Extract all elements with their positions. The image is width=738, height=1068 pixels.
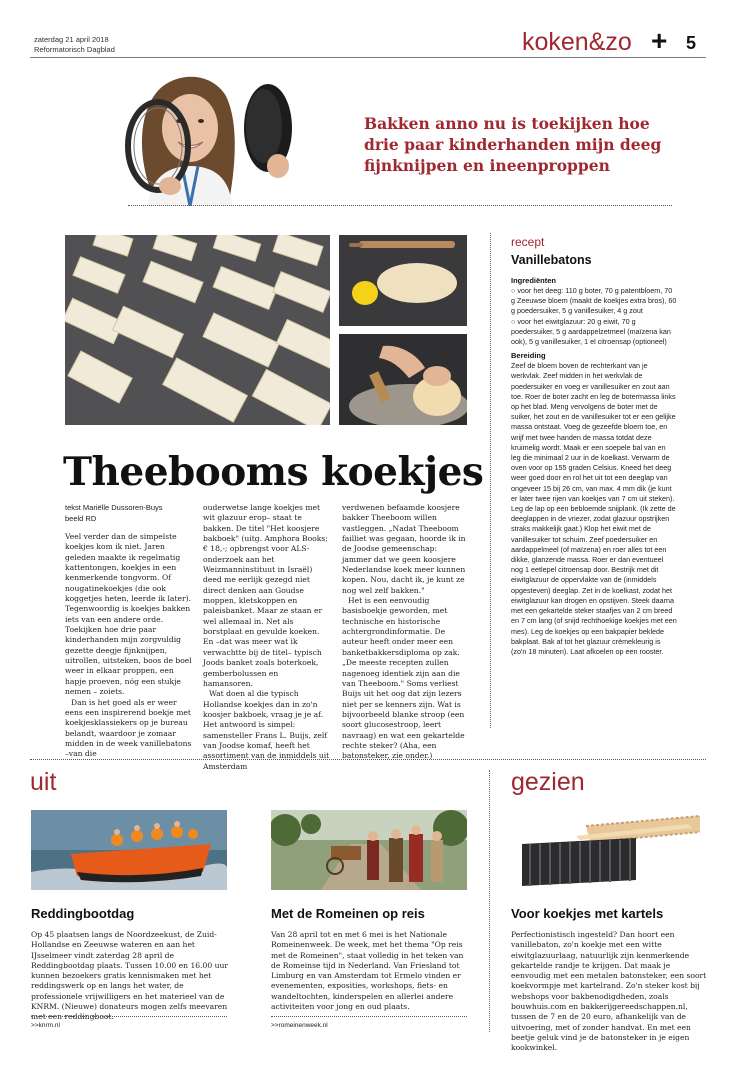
uit-gezien-divider	[489, 770, 490, 1032]
article-column-3	[342, 503, 468, 762]
gezien-label: gezien	[511, 768, 585, 796]
article-column-2	[203, 503, 330, 772]
article-paragraph: Veel verder dan de simpelste koekjes kom ik niet. Jaren geleden maakte ik regelmatig kattentongen, koekjes in een kenmerkende tongvorm. Of nougatinekoekjes (die ook koggetjes heten, leerde ik later). Tegenwoordig is koekjes bakken iets van een andere orde. Toekijken hoe drie paar kinderhanden mijn zorgvuldig gezette deegje fijnknijpen, uitrollen, uitsteken, boos de boel weer in elkaar proppen, een hapje proeven, nóg een stukje nemen – zoiets.	[65, 532, 192, 697]
author-photo-illustration	[118, 66, 300, 206]
story-link[interactable]: >>romeinenweek.nl	[271, 1022, 328, 1029]
recipe-title: Vanillebatons	[511, 253, 592, 267]
story-link[interactable]: >>knrm.nl	[31, 1022, 60, 1029]
ingredient-group: ○ voor het eiwitglazuur: 20 g eiwit, 70 g poedersuiker, 5 g aardappelzetmeel (maïzena kan ook), 5 g vanillesuiker, 1 el citroensap (optioneel)	[511, 316, 671, 347]
dough-kneading-photo	[339, 334, 467, 425]
recipe-divider	[490, 233, 491, 728]
article-paragraph: Het is een eenvoudig basisboekje geworden, met technische en historische achtergrondinformatie. De auteur heeft onder meer een banketbakkersdiploma op zak. „De meeste recepten zullen nagenoeg identiek zijn aan die van Theeboom." Soms verliest Buijs uit het oog dat zijn lezers niet per se kenners zijn. Wat is bijvoorbeeld blanke stroop (een soort glucosestroop, leert navraag) en wat een gekartelde rechte steker? (Aha, een batonsteker, zie onder.)	[342, 596, 465, 761]
story-body: Op 45 plaatsen langs de Noordzeekust, de Zuid-Hollandse en Zeeuwse wateren en aan het IJsselmeer vindt zaterdag 28 april de Reddingbootdag plaats. Tussen 10.00 en 16.00 uur kunnen bezoekers gratis kennismaken met het reddingswerk op en langs het water, de professionele vrijwilligers en het materieel van de KNRM. (Nieuwe) donateurs mogen zelfs meevaren met een reddingboot.	[31, 930, 229, 1022]
lower-section-divider	[30, 759, 706, 760]
story-link-rule	[31, 1016, 227, 1017]
romans-photo	[271, 810, 467, 890]
dough-rolling-illustration	[339, 235, 467, 326]
article-paragraph: verdwenen befaamde koosjere bakker Theeboom willen vastleggen. „Nadat Theeboom failliet was gegaan, hoorde ik in de Joodse gemeenschap: jammer dat we geen koosjere Nederlandse koek meer kunnen kopen. Nou, dacht ik, je kunt ze nog wel zelf bakken."	[342, 503, 466, 595]
recipe-body	[511, 276, 677, 657]
ingredients-heading: Ingrediënten	[511, 276, 557, 285]
article-headline: Theebooms koekjes	[63, 449, 484, 495]
lifeboat-photo	[31, 810, 227, 890]
article-paragraph: Dan is het goed als er weer eens een inspirerend boekje met koekjesklassiekers op je bureau belandt, waardoor je zomaar midden in de week vanillebatons –van die	[65, 697, 192, 759]
byline-text: tekst Mariëlle Dussoren-Buys	[65, 503, 163, 512]
header-rule	[30, 57, 706, 58]
preparation-text: Zeef de bloem boven de rechterkant van je werkvlak. Zeef midden in het werkvlak de poedersuiker en voeg er vanillesuiker en zout aan toe. Roer de boter zacht en leg de botermassa links op het blad. Meng vervolgens de boter met de suiker, het zout en de vanillesuiker tot er een gelijke massa ontstaat. Voeg de gezeefde bloem toe, en wrijf met twee handen de massa totdat deze kruimelig wordt. Maak er een soepele bal van en leg die minimaal 2 uur in de koelkast. Verwarm de oven voor op 155 graden Celsius. Kneed het deeg weer goed door en rol het uit tot een deeglap van ongeveer 15 bij 26 cm, van max. 4 mm dik (je kunt er later twee rijen van koekjes van 7 cm uit steken). Leg de lap op een bebloemde snijplank. (Ik zette de deeglappen in de vriezer, zodat glazuur opstrijken straks makkelijk gaat.) Klop het eiwit met de vanillesuiker tot schuim. Zeef poedersuiker en aardappelmeel (of maïzena) en roer alles tot een dikke, glanzende massa. Roer er dan eventueel nog 1 eetlepel citroensap door. Bestrijk met dit eiwitglazuur de oppervlakte van de (inmiddels opgesteven) deeglap. Zet in de koelkast, zodat het eiwitglazuur kan drogen en opstijven. Steek daarna met een gekartelde steker staafjes van 2 cm breed en 7 cm lang (of snijd rechthoekige koekjes met een mes). Leg de koekjes op een bakpapier beklede bakplaat. Bak af tot het glazuur crèmekleurig is (zo'n 18 minuten). Laat afkoelen op een rooster.	[511, 361, 677, 656]
cookies-tray-illustration	[65, 235, 330, 425]
dough-kneading-illustration	[339, 334, 467, 425]
preparation-heading: Bereiding	[511, 351, 546, 361]
header-paper-name: Reformatorisch Dagblad	[34, 45, 115, 54]
header-date: zaterdag 21 april 2018	[34, 35, 109, 44]
dough-rolling-photo	[339, 235, 467, 326]
article-paragraph: Wat doen al die typisch Hollandse koekjes dan in zo'n koosjer bakboek, vraag je je af. Het antwoord is simpel: samensteller Frans L. Buijs, zelf van Joodse komaf, heeft het assortiment van de inmiddels uit Amsterdam	[203, 689, 330, 771]
page-number: 5	[686, 33, 697, 53]
story-title: Met de Romeinen op reis	[271, 906, 425, 921]
gezien-title: Voor koekjes met kartels	[511, 906, 664, 921]
lifeboat-illustration	[31, 810, 227, 890]
plus-logo: +	[651, 25, 668, 56]
gezien-body: Perfectionistisch ingesteld? Dan hoort een vanillebaton, zo'n koekje met een witte eiwitglazuurlaag, natuurlijk zijn kenmerkende gekartelde randje te krijgen. Dat maak je eenvoudig met een metalen batonsteker, een soort koekvormpje met kartelrand. Zo'n steker kost bij webshops voor bakbenodigdheden, zoals bouwhuis.com en bakkerijgereedschappen.nl, tussen de 7 en de 20 euro, afhankelijk van de uitvoering, met of zonder handvat. En met een beetje geluk vind je de batonsteker in je eigen kookwinkel.	[511, 930, 707, 1053]
section-title: koken&zo	[522, 28, 632, 56]
byline-image: beeld RD	[65, 513, 97, 523]
header-dateline	[34, 35, 115, 55]
intro-quote: Bakken anno nu is toekijken hoe drie paar kinderhanden mijn deeg fijnknijpen en ineenproppen	[364, 114, 662, 175]
romans-illustration	[271, 810, 467, 890]
uit-label: uit	[30, 768, 57, 796]
cookie-cutter-illustration	[516, 808, 706, 890]
cookie-cutter-photo	[516, 808, 706, 890]
story-body: Van 28 april tot en met 6 mei is het Nationale Romeinenweek. De week, met het thema "Op reis met de Romeinen", staat volledig in het teken van de Romeinse tijd in Nederland. Van Friesland tot Limburg en van Amsterdam tot Ermelo vinden er evenementen, exposities, workshops, fiets- en wandeltochten, kinderspelen en allerlei andere activiteiten voor jong en oud plaats.	[271, 930, 464, 1012]
story-link-rule	[271, 1016, 467, 1017]
author-photo	[118, 66, 300, 206]
article-column-1	[65, 532, 192, 760]
article-byline	[65, 503, 195, 524]
ingredient-group: ○ voor het deeg: 110 g boter, 70 g patentbloem, 70 g Zeeuwse bloem (maakt de koekjes extra bros), 60 g poedersuiker, 5 g vanillesuiker, 4 g zout	[511, 286, 677, 316]
intro-divider	[128, 205, 672, 206]
story-title: Reddingbootdag	[31, 906, 135, 921]
recipe-label: recept	[511, 235, 545, 249]
article-paragraph: ouderwetse lange koekjes met wit glazuur erop– staat te bakken. De titel "Het koosjere bakboek" (uitg. Amphora Books; € 18,-; opbrengst voor ALS-onderzoek aan het Weizmanninstituut in Israël) deed me eerlijk gezegd niet direct denken aan Goudse moppen, kletskoppen en paleisbanket. Maar ze staan er wel allemaal in. Net als borstplaat en gevulde koeken. En –dat was meer wat ik verwachtte bij de titel– typisch Joods banket zoals boterkoek, gemberbolussen en hamansoren.	[203, 503, 328, 688]
cookies-tray-photo	[65, 235, 330, 425]
